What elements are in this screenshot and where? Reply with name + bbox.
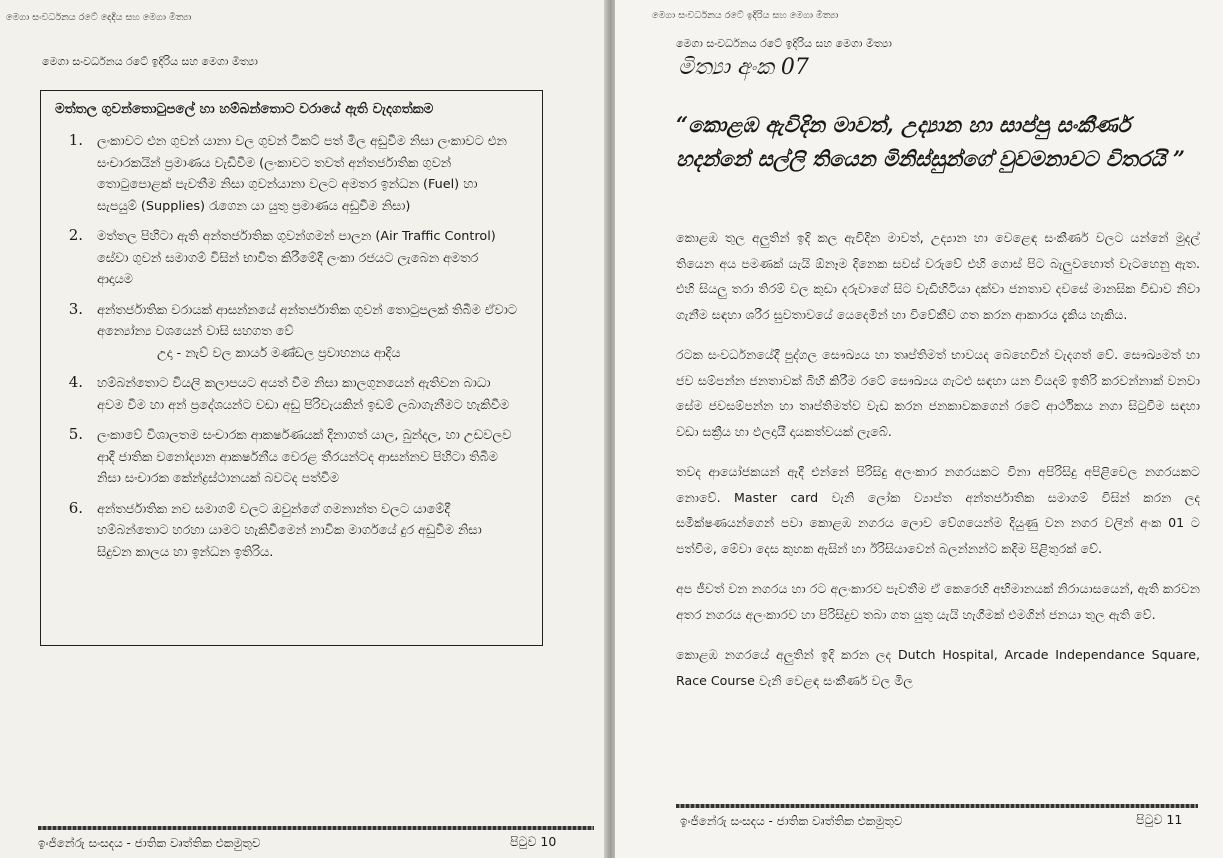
benefits-list	[55, 131, 528, 563]
item-text: අන්තර්ජාතික වරායක් ආසන්නයේ අන්තර්ජාතික ගුවන් තොටුපලක් තිබීම ඒවාට අන්‍යෝන්‍ය වශයෙන් වාසි සහගත වේ	[97, 302, 517, 339]
list-item	[55, 300, 528, 365]
left-page	[0, 0, 607, 858]
list-item	[55, 131, 528, 217]
item-number: 1.	[68, 131, 83, 149]
page-header: මෙගා සංවර්ධනය රටේ ඉදිරිය සහ මෙගා මිත්‍යා	[676, 37, 892, 50]
running-header: මෙගා සංවර්ධනය රටේ ඉදිරිය සහ මෙගා මිත්‍යා	[652, 10, 839, 21]
footer-rule	[38, 826, 594, 830]
item-text: මත්තල පිහිටා ඇති අන්තර්ජාතික ගුවන්ගමන් පාලන (Air Traffic Control) සේවා ගුවන් සමාගම් විසින් භාවිත කිරීමේදී ලංකා රජයට ලැබෙන අමතර ආදායම	[97, 229, 496, 287]
article-body	[676, 225, 1200, 708]
list-item	[55, 226, 528, 291]
running-header: මෙගා සංවර්ධනය රටේ දෙදිය සහ මෙගා මිත්‍යා	[6, 12, 192, 23]
list-item	[55, 425, 528, 490]
item-number: 2.	[68, 226, 83, 244]
page-footer: ඉංජිනේරු සංසදය - ජාතික වෘත්තික එකමුතුව	[38, 836, 261, 850]
box-title: මත්තල ගුවන්තොටුපලේ හා හම්බන්තොට වරායේ ඇති වැදගත්කම	[55, 101, 434, 117]
item-example: උදා - නැව් වල කාර්ය මණ්ඩල ප්‍රවාහනය ආදිය	[157, 345, 401, 361]
paragraph: කොළඹ තුල අලුතින් ඉදි කල ඇවිදින මාවත්, උද්‍යාන හා වෙළෙඳ සංකීර්ණ වලට යන්නේ මුදල් තියෙන අය පමණක් යැයි ඕනෑම දිනෙක සවස් වරුවේ එහි ගොස් පිට බැලුවහොත් වැටහෙනු ඇත. එහි සියලු තරා තිරම් වල කුඩා දරුවාගේ සිට වැඩිහිටියා දක්වා ජනතාව දවසේ මානසික විඩාව නිවා ගැනීම සඳහා ශරීර සුවතාවයේ යෙදෙමින් හා විවේකීව ගත කරන ආකාරය දැකිය හැකිය.	[676, 230, 1200, 322]
page-footer: ඉංජිනේරු සංසදය - ජාතික වෘත්තික එකමුතුව	[680, 814, 903, 828]
item-text: අන්තර්ජාතික නව සමාගම් වලට ඔවුන්ගේ ගමනාන්ත වලට යාමේදී හම්බන්තොට හරහා යාමට හැකිවීමෙන් නාවික මාර්ගයේ දුර අඩුවීම නිසා සිදුවන කාලය හා ඉන්ධන ඉතිරිය.	[97, 501, 482, 560]
article-number: මිත්‍යා අංක 07	[678, 55, 809, 80]
paragraph: අප ජීවත් වන නගරය හා රට අලංකාරව පැවතීම ඒ කෙරෙහි අභිමානයක් නිරායාසයෙන්, ඇති කරවන අතර නගරය අලංකාරව හා පිරිසිදුව තබා ගත යුතු යැයි හැගීමක් එමගින් ජනයා තුල ඇති වේ.	[676, 581, 1200, 622]
page-number: පිටුව 11	[1136, 812, 1183, 827]
article-headline: “කොළඹ ඇවිදින මාවත්, උද්‍යාන හා සාප්පු සංකීර්ණ හදන්නේ සල්ලි තියෙන මිනිස්සුන්ගේ වුවමනාවට විතරයි ”	[676, 112, 1185, 171]
list-item	[55, 373, 528, 416]
footer-rule	[676, 804, 1198, 808]
item-text: හම්බන්තොට වියලි කලාපයට අයත් වීම නිසා කාලගුනයෙන් ඇතිවන බාධා අවම වීම හා අන් ප්‍රදේශයන්ට වඩා අඩු පිරිවැයකින් ඉඩම් ලබාගැනීමට හැකිවීම	[97, 376, 510, 413]
paragraph: රටක සංවර්ධනයේදී පුද්ගල සෞඛ්‍යය හා තෘප්තිමත් භාවයද බෙහෙවින් වැදගත් වේ. සෞඛ්‍යමත් හා ජව සම්පන්න ජනතාවක් බිහි කිරීම රටේ සෞඛ්‍යය ගැටළු සඳහා යන වියදම් ඉතිරි කරවන්නාක් වනවා සේම ජවසම්පන්න හා තෘප්තිමත්ව වැඩ කරන ජනකාවකගෙන් රටේ ආර්ථිකය නගා සිටුවීම සඳහා වඩා සක්‍රීය හා ඵලදායී දායකත්වයක් ලැබේ.	[676, 347, 1200, 439]
item-text-wrap	[97, 300, 517, 365]
list-item	[55, 499, 528, 564]
item-number: 6.	[68, 498, 83, 517]
page-header: මෙගා සංවර්ධනය රටේ ඉදිරිය සහ මෙගා මිත්‍යා	[42, 55, 258, 68]
item-text: ලංකාවේ විශාලතම සංචාරක ආකර්ෂණයක් දිනාගත් යාල, බුන්දල, හා උඩවලව ආදී ජාතික වනෝද්‍යාන ආකර්ෂනීය වෙරළ තීරයන්ටද ආසන්නව පිහිටා තිබීම නිසා සංචාරක කේන්ද්‍රස්ථානයක් බවටද පත්වීම	[97, 428, 512, 486]
page-number: පිටුව 10	[510, 834, 557, 849]
paragraph: තවද ආයෝජකයන් ඇදී එන්නේ පිරිසිදු අලංකාර නගරයකට විනා අපිරිසිදු අපිළිවෙල නගරයකට නොවේ. Master card වැනි ලෝක ව්‍යාප්ත අන්තර්ජාතික සමාගම් විසින් කරන ලද සමීක්ෂණයන්ගෙන් පවා කොළඹ නගරය ලොව වේගයෙන්ම දියුණු වන නගර වලින් අංක 01 ට පත්වීම, මේවා දෙස කුහක ඇසින් හා ඊරිසියාවෙන් බලන්නන්ට කදිම පිළිතුරක් වේ.	[676, 464, 1200, 556]
item-number: 3.	[68, 299, 83, 318]
item-number: 4.	[68, 373, 83, 391]
benefits-box	[40, 90, 543, 646]
item-text: ලංකාවට එන ගුවන් යානා වල ගුවන් ටිකට් පත් මිල අඩුවීම නිසා ලංකාවට එන සංචාරකයින් ප්‍රමාණය වැඩිවීම (ලංකාවට තවත් අන්තර්ජාතික ගුවන් තොටුපොළක් පැවතීම නිසා ගුවන්යානා වලට අමතර ඉන්ධන (Fuel) හා සැපයුම් (Supplies) රැගෙන යා යුතු ප්‍රමාණය අඩුවීම නිසා)	[97, 134, 507, 214]
paragraph: කොළඹ නගරයේ අලුතින් ඉදි කරන ලද Dutch Hospital, Arcade Independance Square, Race Course වැනි වෙළඳ සංකීර්ණ වල මිල	[676, 647, 1200, 688]
item-number: 5.	[68, 425, 83, 443]
